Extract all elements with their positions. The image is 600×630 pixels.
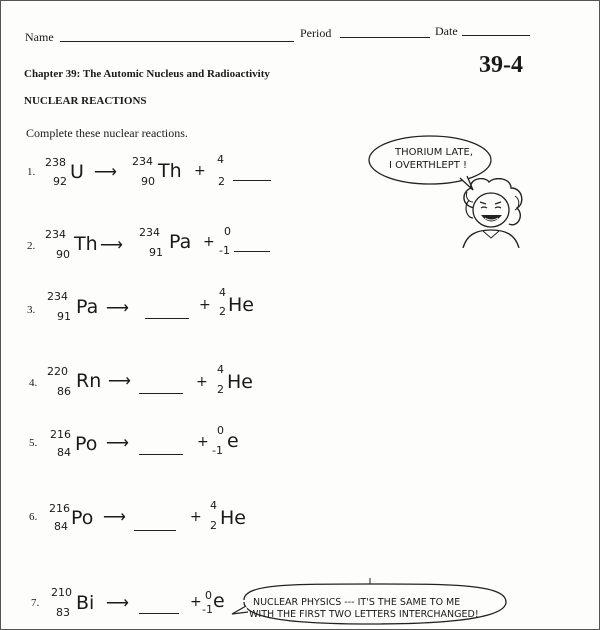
product-symbol: Pa (169, 231, 192, 253)
element-symbol: Pa (76, 296, 99, 318)
element-symbol: Po (75, 433, 98, 455)
plus-sign: + (199, 297, 211, 313)
plus-sign: + (190, 509, 202, 525)
particle-mass-number: 0 (224, 225, 231, 238)
arrow-icon: ⟶ (106, 435, 129, 452)
name-label: Name (25, 30, 54, 44)
reaction-number: 5. (29, 437, 38, 449)
arrow-icon: ⟶ (100, 237, 123, 254)
arrow-icon: ⟶ (103, 509, 126, 526)
arrow-icon: ⟶ (106, 300, 129, 317)
particle-symbol: e (213, 590, 225, 612)
particle-atomic-number: 2 (210, 519, 217, 532)
particle-atomic-number: 2 (219, 305, 226, 318)
arrow-icon: ⟶ (106, 595, 129, 612)
reaction-number: 6. (29, 511, 38, 523)
bubble-2-line-2: WITH THE FIRST TWO LETTERS INTERCHANGED! (249, 609, 479, 620)
plus-sign: + (197, 434, 209, 450)
answer-blank[interactable] (233, 180, 271, 181)
particle-atomic-number: -1 (219, 244, 230, 257)
product-atomic-number: 91 (149, 246, 163, 259)
mass-number: 238 (45, 156, 66, 169)
section-title: NUCLEAR REACTIONS (24, 95, 147, 107)
arrow-icon: ⟶ (108, 373, 131, 390)
date-label: Date (435, 24, 458, 38)
answer-blank[interactable] (139, 393, 183, 394)
mass-number: 220 (47, 365, 68, 378)
mass-number: 234 (45, 228, 66, 241)
particle-mass-number: 0 (217, 424, 224, 437)
instructions: Complete these nuclear reactions. (26, 126, 188, 140)
mass-number: 210 (51, 586, 72, 599)
mass-number: 216 (50, 428, 71, 441)
reaction-number: 3. (27, 304, 36, 316)
atomic-number: 92 (53, 175, 67, 188)
bubble-2-line-1: NUCLEAR PHYSICS --- IT'S THE SAME TO ME (253, 597, 461, 608)
particle-atomic-number: -1 (212, 444, 223, 457)
atomic-number: 86 (57, 385, 71, 398)
atomic-number: 84 (57, 446, 71, 459)
bubble-1-line-2: I OVERTHLEPT ! (389, 160, 468, 171)
element-symbol: Th (74, 233, 98, 255)
cartoon-character-icon (455, 178, 530, 250)
answer-blank[interactable] (234, 251, 270, 252)
particle-mass-number: 4 (210, 499, 217, 512)
atomic-number: 91 (57, 310, 71, 323)
bubble-1-line-1: THORIUM LATE, (395, 147, 473, 158)
answer-blank[interactable] (145, 318, 189, 319)
plus-sign: + (194, 163, 206, 179)
element-symbol: Rn (76, 370, 102, 392)
arrow-icon: ⟶ (94, 164, 117, 181)
atomic-number: 84 (54, 520, 68, 533)
particle-mass-number: 4 (219, 286, 226, 299)
product-atomic-number: 90 (141, 175, 155, 188)
element-symbol: Po (71, 507, 94, 529)
atomic-number: 83 (56, 606, 70, 619)
plus-sign: + (190, 594, 202, 610)
particle-mass-number: 4 (217, 363, 224, 376)
particle-mass-number: 0 (205, 589, 212, 602)
answer-blank[interactable] (134, 530, 176, 531)
period-field[interactable] (340, 37, 430, 38)
particle-symbol: He (228, 294, 254, 316)
particle-atomic-number: 2 (218, 175, 225, 188)
name-field[interactable] (60, 41, 294, 42)
worksheet-code: 39-4 (479, 52, 523, 78)
reaction-number: 7. (31, 597, 40, 609)
element-symbol: Bi (76, 592, 95, 614)
product-mass-number: 234 (132, 155, 153, 168)
particle-symbol: e (227, 430, 239, 452)
particle-symbol: He (227, 371, 253, 393)
answer-blank[interactable] (139, 454, 183, 455)
plus-sign: + (196, 374, 208, 390)
date-field[interactable] (462, 35, 530, 36)
period-label: Period (300, 26, 332, 40)
reaction-number: 2. (27, 240, 36, 252)
answer-blank[interactable] (139, 613, 179, 614)
mass-number: 234 (47, 290, 68, 303)
reaction-number: 1. (27, 166, 36, 178)
product-mass-number: 234 (139, 226, 160, 239)
particle-atomic-number: -1 (202, 603, 213, 616)
particle-symbol: He (220, 507, 246, 529)
element-symbol: U (70, 161, 84, 183)
particle-mass-number: 4 (217, 153, 224, 166)
particle-atomic-number: 2 (217, 383, 224, 396)
atomic-number: 90 (56, 248, 70, 261)
reaction-number: 4. (29, 377, 38, 389)
chapter-title: Chapter 39: The Automic Nucleus and Radioactivity (24, 68, 270, 80)
plus-sign: + (203, 234, 215, 250)
product-symbol: Th (158, 160, 182, 182)
mass-number: 216 (49, 502, 70, 515)
